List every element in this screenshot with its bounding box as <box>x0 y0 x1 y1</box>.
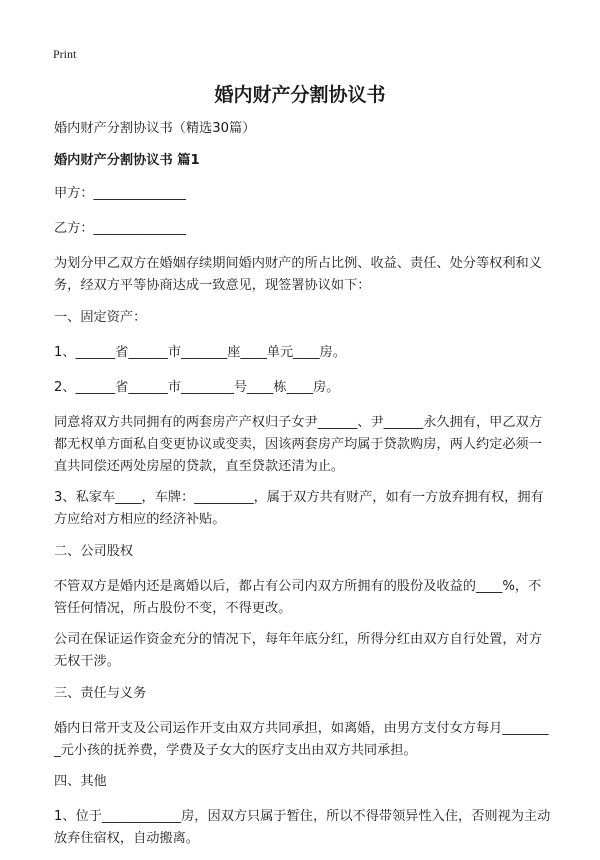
section-3-heading: 三、责任与义务 <box>54 685 147 701</box>
section-2-paragraph-1: 不管双方是婚内还是离婚以后，都占有公司内双方所拥有的股份及收益的____%，不管任何情况，所占股份不变，不得更改。 <box>54 578 542 616</box>
party-a-line: 甲方：______________ <box>54 186 186 201</box>
section-1-item-3: 3、私家车____，车牌：_________，属于双方共有财产，如有一方放弃拥有权，拥有方应给对方相应的经济补贴。 <box>54 490 544 527</box>
party-b-line: 乙方：______________ <box>54 221 186 236</box>
page-title: 婚内财产分割协议书 <box>214 84 386 106</box>
preamble-paragraph: 为划分甲乙双方在婚姻存续期间婚内财产的所占比例、收益、责任、处分等权利和义务，经双方平等协商达成一致意见，现签署协议如下： <box>54 256 542 293</box>
print-link[interactable]: Print <box>53 47 77 61</box>
section-1-item-1: 1、______省______市_______座____单元____房。 <box>54 344 346 360</box>
section-4-heading: 四、其他 <box>54 774 107 789</box>
section-3-paragraph: 婚内日常开支及公司运作开支由双方共同承担，如离婚，由男方支付女方每月________元小孩的抚养费，学费及子女大的医疗支出由双方共同承担。 <box>54 720 549 758</box>
section-1-heading: 一、固定资产： <box>54 309 147 325</box>
document-body <box>54 118 552 860</box>
section-2-heading: 二、公司股权 <box>54 543 134 559</box>
section-1-paragraph: 同意将双方共同拥有的两套房产产权归子女尹______、尹______永久拥有，甲乙双方都无权单方面私自变更协议或变卖，因该两套房产均属于贷款购房，两人约定必须一直共同偿还两处房屋的贷款，直至贷款还清为止。 <box>54 414 542 474</box>
section-4-item-1: 1、位于____________房，因双方只属于暂住，所以不得带领异性入住，否则视为主动放弃住宿权，自动搬离。 <box>54 809 551 846</box>
intro-line: 婚内财产分割协议书（精选30篇） <box>54 121 256 136</box>
section-2-paragraph-2: 公司在保证运作资金充分的情况下，每年年底分红，所得分红由双方自行处置，对方无权干涉。 <box>54 632 542 669</box>
section-title: 婚内财产分割协议书 篇1 <box>54 153 200 168</box>
section-1-item-2: 2、______省______市________号____栋____房。 <box>54 379 340 395</box>
